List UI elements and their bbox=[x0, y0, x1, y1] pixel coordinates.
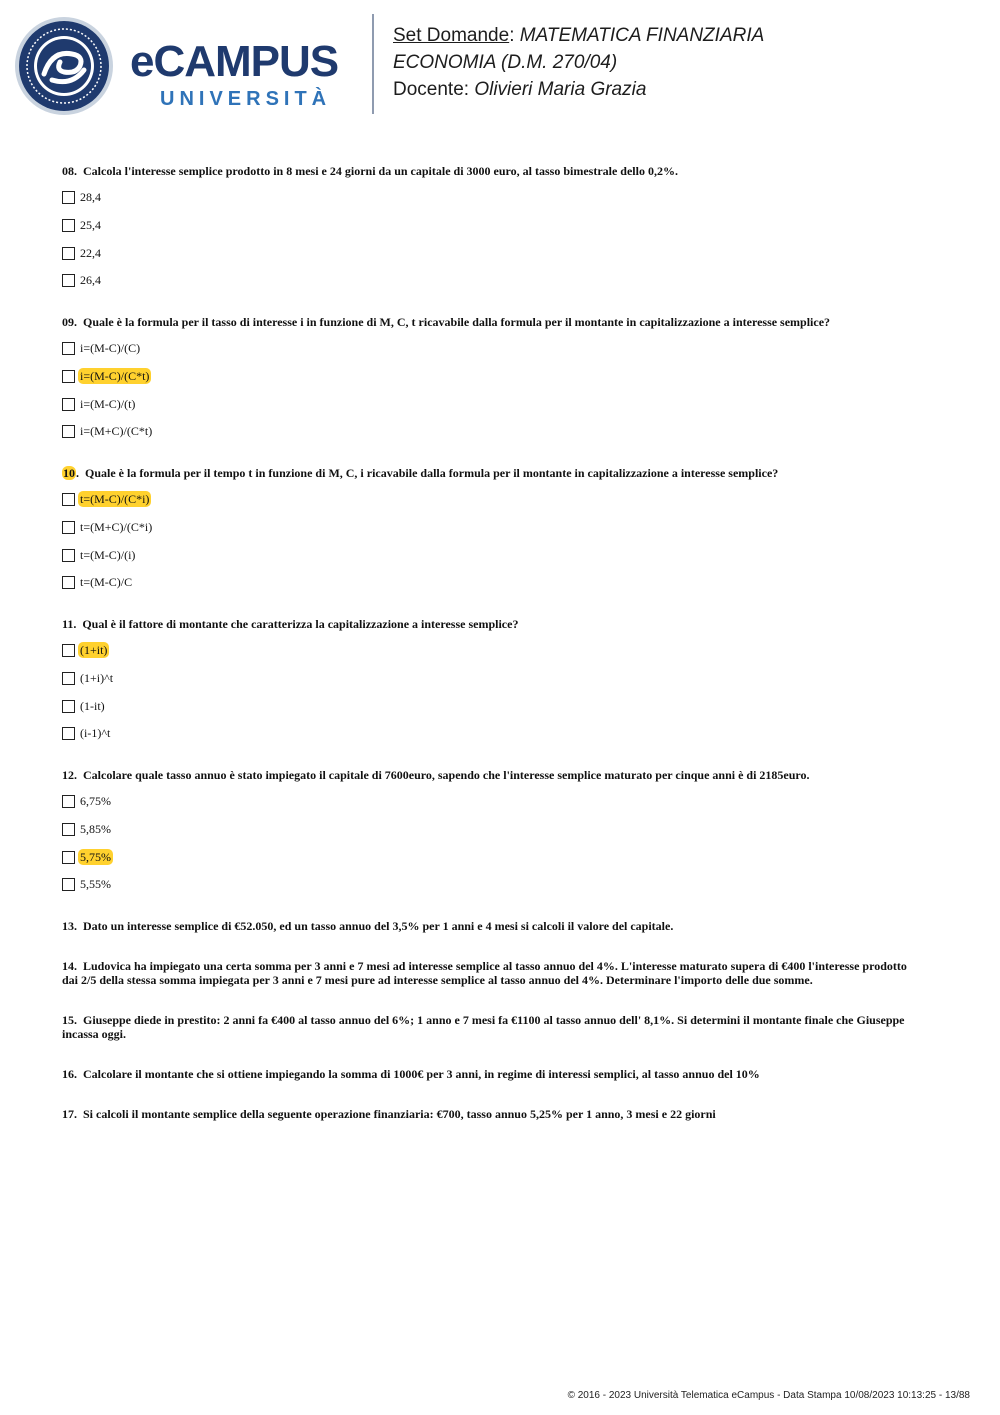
answer-option-highlighted[interactable] bbox=[62, 849, 113, 865]
page-header bbox=[0, 0, 1000, 130]
question-text: Dato un interesse semplice di €52.050, ed un tasso annuo del 3,5% per 1 anni e 4 mesi si calcoli il valore del capitale. bbox=[83, 919, 674, 933]
question-text: Calcolare quale tasso annuo è stato impiegato il capitale di 7600euro, sapendo che l'interesse semplice maturato per cinque anni è di 2185euro. bbox=[83, 768, 810, 782]
answer-option[interactable] bbox=[62, 670, 115, 686]
checkbox[interactable] bbox=[62, 521, 75, 534]
checkbox[interactable] bbox=[62, 493, 75, 506]
answer-option[interactable] bbox=[62, 519, 154, 535]
answer-option[interactable] bbox=[62, 396, 137, 412]
question-09 bbox=[62, 315, 922, 329]
brand-name: eCAMPUS bbox=[130, 37, 339, 86]
set-colon: : bbox=[509, 25, 515, 46]
checkbox[interactable] bbox=[62, 191, 75, 204]
header-info bbox=[393, 22, 764, 103]
checkbox[interactable] bbox=[62, 342, 75, 355]
checkbox[interactable] bbox=[62, 795, 75, 808]
answer-option[interactable] bbox=[62, 547, 137, 563]
option-label: 25,4 bbox=[80, 218, 101, 232]
question-text: Ludovica ha impiegato una certa somma per 3 anni e 7 mesi ad interesse semplice al tasso annuo del 4%. L'interesse maturato supera di €400 l'interesse prodotto dai 2/5 della stessa somma impiegata per 3 anni e 7 mesi pure ad interesse semplice al tasso annuo del 4%. Determinare l'importo delle due somme. bbox=[62, 959, 907, 987]
option-label: 5,75% bbox=[80, 850, 111, 864]
question-17 bbox=[62, 1107, 922, 1121]
question-text: Giuseppe diede in prestito: 2 anni fa €400 al tasso annuo del 6%; 1 anno e 7 mesi fa €1100 al tasso annuo dell' 8,1%. Si determini il montante finale che Giuseppe incassa oggi. bbox=[62, 1013, 905, 1041]
question-number: 14. bbox=[62, 959, 77, 973]
question-number: 10 bbox=[63, 466, 75, 480]
question-10 bbox=[62, 466, 922, 480]
checkbox[interactable] bbox=[62, 878, 75, 891]
answer-option[interactable] bbox=[62, 189, 103, 205]
set-line bbox=[393, 22, 764, 49]
question-number: 12. bbox=[62, 768, 77, 782]
answer-option-highlighted[interactable] bbox=[62, 491, 151, 507]
answer-option[interactable] bbox=[62, 876, 113, 892]
checkbox[interactable] bbox=[62, 851, 75, 864]
page-footer: © 2016 - 2023 Università Telematica eCampus - Data Stampa 10/08/2023 10:13:25 - 13/88 bbox=[567, 1390, 970, 1401]
question-number: 08. bbox=[62, 164, 77, 178]
checkbox[interactable] bbox=[62, 219, 75, 232]
answer-option-highlighted[interactable] bbox=[62, 368, 151, 384]
checkbox[interactable] bbox=[62, 672, 75, 685]
option-label: (1-it) bbox=[80, 699, 105, 713]
checkbox[interactable] bbox=[62, 549, 75, 562]
question-text: Quale è la formula per il tasso di interesse i in funzione di M, C, t ricavabile dalla formula per il montante in capitalizzazione a interesse semplice? bbox=[83, 315, 831, 329]
checkbox[interactable] bbox=[62, 823, 75, 836]
ecampus-logo-icon bbox=[14, 16, 114, 116]
brand-logotype bbox=[130, 38, 360, 118]
option-label: t=(M-C)/(i) bbox=[80, 548, 136, 562]
question-15 bbox=[62, 1013, 922, 1041]
brand-subtitle: UNIVERSITÀ bbox=[160, 88, 332, 110]
question-11 bbox=[62, 617, 922, 631]
question-number: 17. bbox=[62, 1107, 77, 1121]
answer-option[interactable] bbox=[62, 574, 134, 590]
answer-option[interactable] bbox=[62, 245, 103, 261]
option-label: 26,4 bbox=[80, 273, 101, 287]
answer-option[interactable] bbox=[62, 821, 113, 837]
header-divider bbox=[372, 14, 374, 114]
checkbox[interactable] bbox=[62, 274, 75, 287]
set-label: Set Domande bbox=[393, 25, 510, 46]
option-label: 22,4 bbox=[80, 246, 101, 260]
question-13 bbox=[62, 919, 922, 933]
teacher-name: Olivieri Maria Grazia bbox=[474, 79, 647, 100]
option-label: (1+i)^t bbox=[80, 671, 114, 685]
question-text: Calcola l'interesse semplice prodotto in 8 mesi e 24 giorni da un capitale di 3000 euro, al tasso bimestrale dello 0,2%. bbox=[83, 164, 678, 178]
question-text: Si calcoli il montante semplice della seguente operazione finanziaria: €700, tasso annuo 5,25% per 1 anno, 3 mesi e 22 giorni bbox=[83, 1107, 716, 1121]
question-text: Quale è la formula per il tempo t in funzione di M, C, i ricavabile dalla formula per il montante in capitalizzazione a interesse semplice? bbox=[85, 466, 779, 480]
option-label: i=(M-C)/(t) bbox=[80, 397, 136, 411]
checkbox[interactable] bbox=[62, 425, 75, 438]
option-label: 28,4 bbox=[80, 190, 101, 204]
question-14 bbox=[62, 959, 922, 987]
checkbox[interactable] bbox=[62, 700, 75, 713]
checkbox[interactable] bbox=[62, 370, 75, 383]
option-label: 6,75% bbox=[80, 794, 111, 808]
checkbox[interactable] bbox=[62, 247, 75, 260]
course-name: ECONOMIA (D.M. 270/04) bbox=[393, 52, 618, 73]
answer-option-highlighted[interactable] bbox=[62, 642, 109, 658]
question-text: Qual è il fattore di montante che caratterizza la capitalizzazione a interesse semplice? bbox=[82, 617, 519, 631]
teacher-label: Docente: bbox=[393, 79, 470, 100]
answer-option[interactable] bbox=[62, 423, 154, 439]
option-label: 5,85% bbox=[80, 822, 111, 836]
answer-option[interactable] bbox=[62, 698, 107, 714]
answer-option[interactable] bbox=[62, 340, 142, 356]
option-label: (i-1)^t bbox=[80, 726, 111, 740]
answer-option[interactable] bbox=[62, 217, 103, 233]
option-label: t=(M+C)/(C*i) bbox=[80, 520, 153, 534]
option-label: 5,55% bbox=[80, 877, 111, 891]
option-label: t=(M-C)/(C*i) bbox=[80, 492, 150, 506]
question-text: Calcolare il montante che si ottiene impiegando la somma di 1000€ per 3 anni, in regime di interessi semplici, al tasso annuo del 10% bbox=[83, 1067, 760, 1081]
question-number: 11. bbox=[62, 617, 77, 631]
teacher-line bbox=[393, 76, 764, 103]
option-label: i=(M-C)/(C*t) bbox=[80, 369, 150, 383]
option-label: i=(M-C)/(C) bbox=[80, 341, 141, 355]
question-number: 15. bbox=[62, 1013, 77, 1027]
checkbox[interactable] bbox=[62, 398, 75, 411]
checkbox[interactable] bbox=[62, 644, 75, 657]
question-number: 09. bbox=[62, 315, 77, 329]
option-label: t=(M-C)/C bbox=[80, 575, 133, 589]
checkbox[interactable] bbox=[62, 727, 75, 740]
option-label: i=(M+C)/(C*t) bbox=[80, 424, 153, 438]
option-label: (1+it) bbox=[80, 643, 108, 657]
question-08 bbox=[62, 164, 922, 178]
question-number-dot: . bbox=[76, 466, 79, 480]
question-16 bbox=[62, 1067, 922, 1081]
answer-option[interactable] bbox=[62, 725, 112, 741]
question-number: 16. bbox=[62, 1067, 77, 1081]
answer-option[interactable] bbox=[62, 793, 113, 809]
checkbox[interactable] bbox=[62, 576, 75, 589]
set-title: MATEMATICA FINANZIARIA bbox=[519, 25, 765, 46]
question-12 bbox=[62, 768, 922, 782]
course-line bbox=[393, 49, 764, 76]
question-number: 13. bbox=[62, 919, 77, 933]
answer-option[interactable] bbox=[62, 272, 103, 288]
